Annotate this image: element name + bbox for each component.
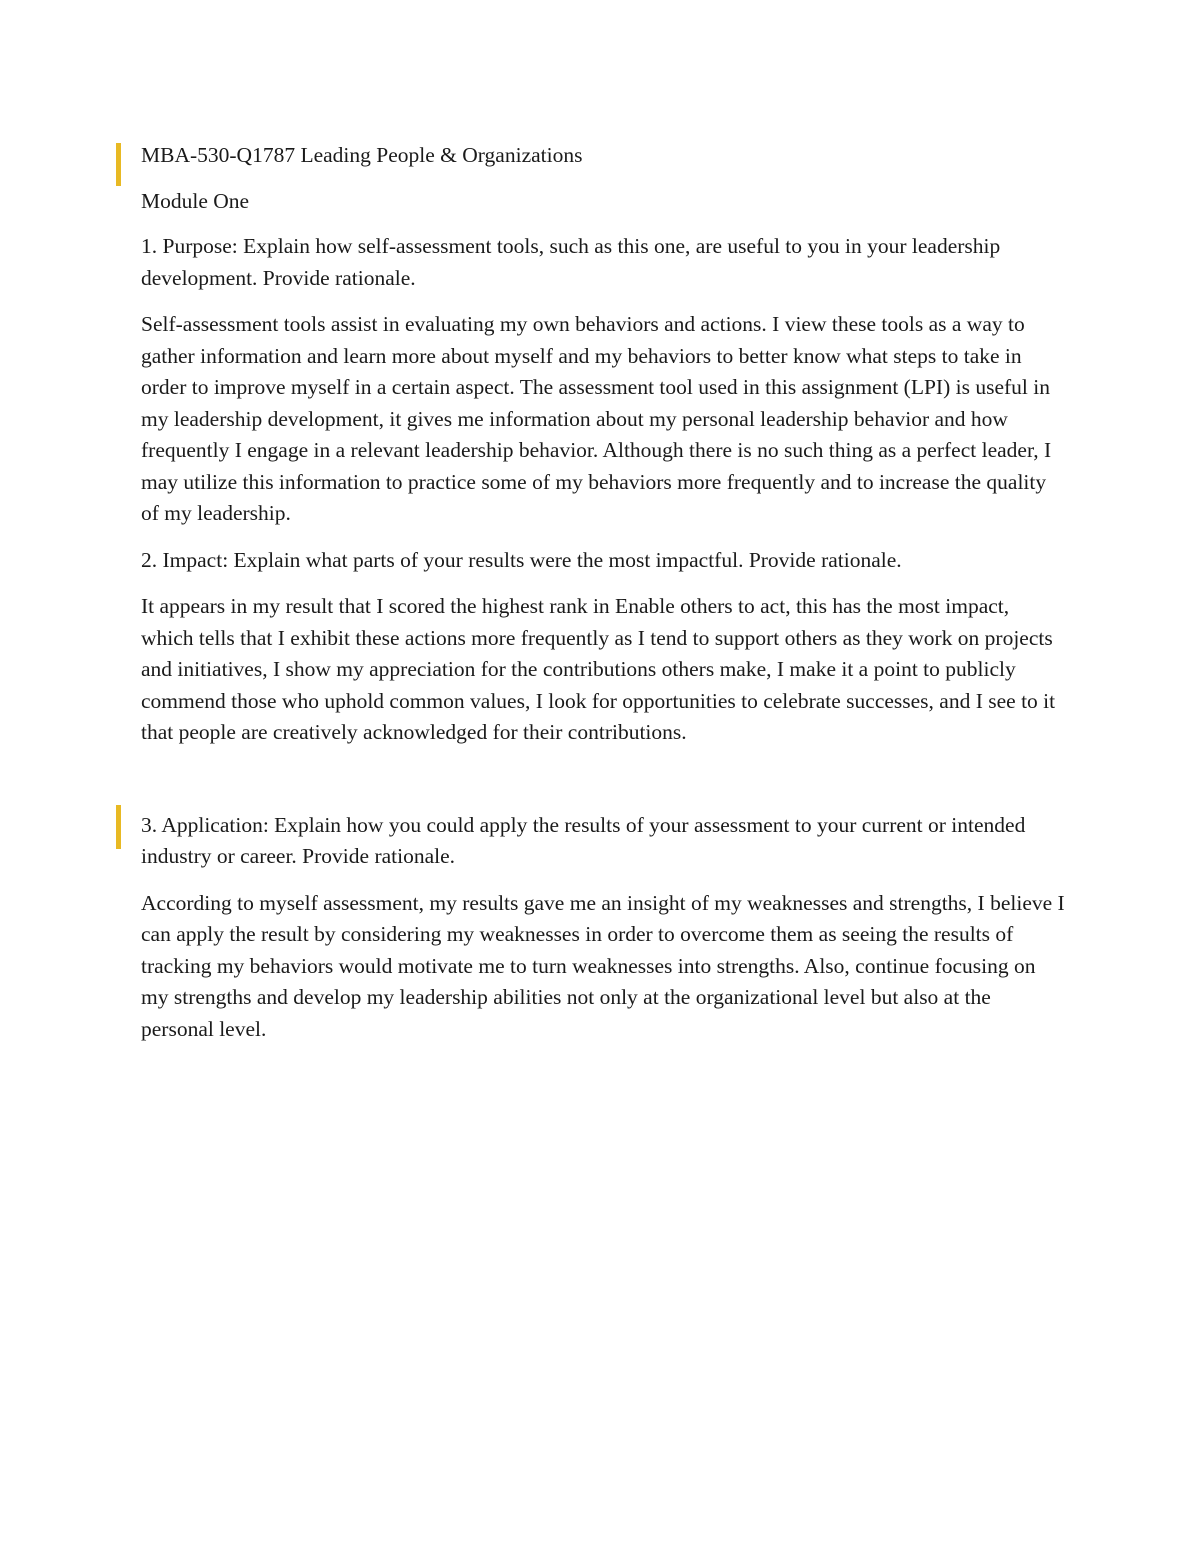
question-2-prompt: 2. Impact: Explain what parts of your results were the most impactful. Provide rationale. <box>141 547 902 572</box>
question-2-answer: It appears in my result that I scored the highest rank in Enable others to act, this has the most impact, which tells that I exhibit these actions more frequently as I tend to support others as they work on projects and initiatives, I show my appreciation for the contributions others make, I make it a point to publicly commend those who uphold common values, I look for opportunities to celebrate successes, and I see to it that people are creatively acknowledged for their contributions. <box>141 594 1056 744</box>
margin-marker-top <box>116 143 121 186</box>
document-body <box>141 140 1066 1060</box>
question-1-prompt: 1. Purpose: Explain how self-assessment tools, such as this one, are useful to you in your leadership development. Provide rationale. <box>141 234 1001 290</box>
question-3-answer: According to myself assessment, my results gave me an insight of my weaknesses and strengths, I believe I can apply the result by considering my weaknesses in order to overcome them as seeing the results of tracking my behaviors would motivate me to turn weaknesses into strengths. Also, continue focusing on my strengths and develop my leadership abilities not only at the organizational level but also at the personal level. <box>141 890 1065 1041</box>
empty-paragraph <box>141 764 1066 810</box>
question-1-answer: Self-assessment tools assist in evaluating my own behaviors and actions. I view these tools as a way to gather information and learn more about myself and my behaviors to better know what steps to take in order to improve myself in a certain aspect. The assessment tool used in this assignment (LPI) is useful in my leadership development, it gives me information about my personal leadership behavior and how frequently I engage in a relevant leadership behavior. Although there is no such thing as a perfect leader, I may utilize this information to practice some of my behaviors more frequently and to increase the quality of my leadership. <box>141 312 1052 525</box>
question-3-prompt: 3. Application: Explain how you could apply the results of your assessment to your current or intended industry or career. Provide rationale. <box>141 812 1026 868</box>
module-heading: Module One <box>141 188 250 213</box>
margin-marker-middle <box>116 805 121 849</box>
course-title: MBA-530-Q1787 Leading People & Organizations <box>141 143 583 167</box>
